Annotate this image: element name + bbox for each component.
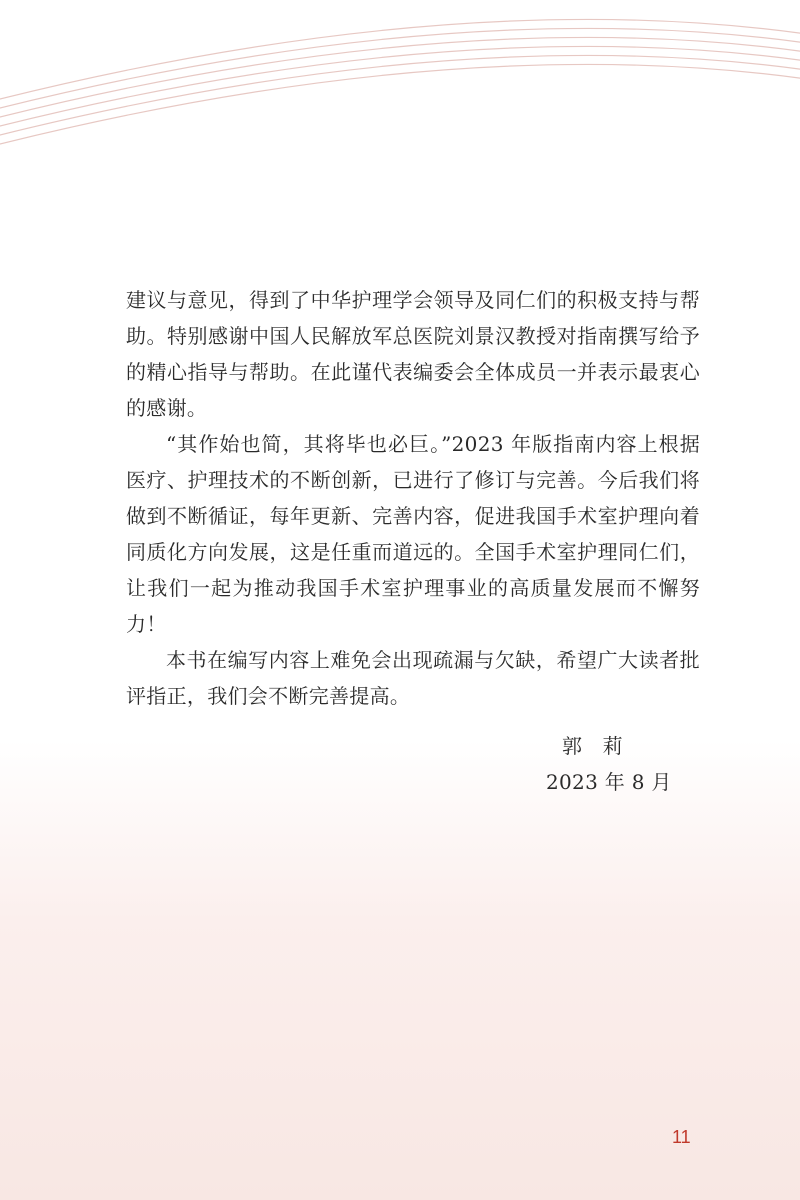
decorative-arc-line [0,37,800,122]
signature-date: 2023 年 8 月 [546,770,672,794]
paragraph-closing: 本书在编写内容上难免会出现疏漏与欠缺，希望广大读者批评指正，我们会不断完善提高。 [126,648,700,708]
paragraph-continuation: 建议与意见，得到了中华护理学会领导及同仁们的积极支持与帮助。特别感谢中国人民解放军总医院刘景汉教授对指南撰写给予的精心指导与帮助。在此谨代表编委会全体成员一并表示最衷心的感谢。 [126,288,700,420]
decorative-arc-line [0,55,800,140]
decorative-arc-line [0,28,800,113]
signature-name: 郭 莉 [562,734,623,758]
paragraph-quote: “其作始也简，其将毕也必巨。”2023 年版指南内容上根据医疗、护理技术的不断创新，已进行了修订与完善。今后我们将做到不断循证，每年更新、完善内容，促进我国手术室护理向着同质化方向发展，这是任重而道远的。全国手术室护理同仁们，让我们一起为推动我国手术室护理事业的高质量发展而不懈努力！ [126,432,700,636]
page-number: 11 [672,1127,691,1147]
decorative-arc-line [0,19,800,104]
decorative-arc-line [0,46,800,131]
decorative-arcs [0,0,800,160]
main-text [126,282,700,714]
decorative-arc-line [0,64,800,149]
